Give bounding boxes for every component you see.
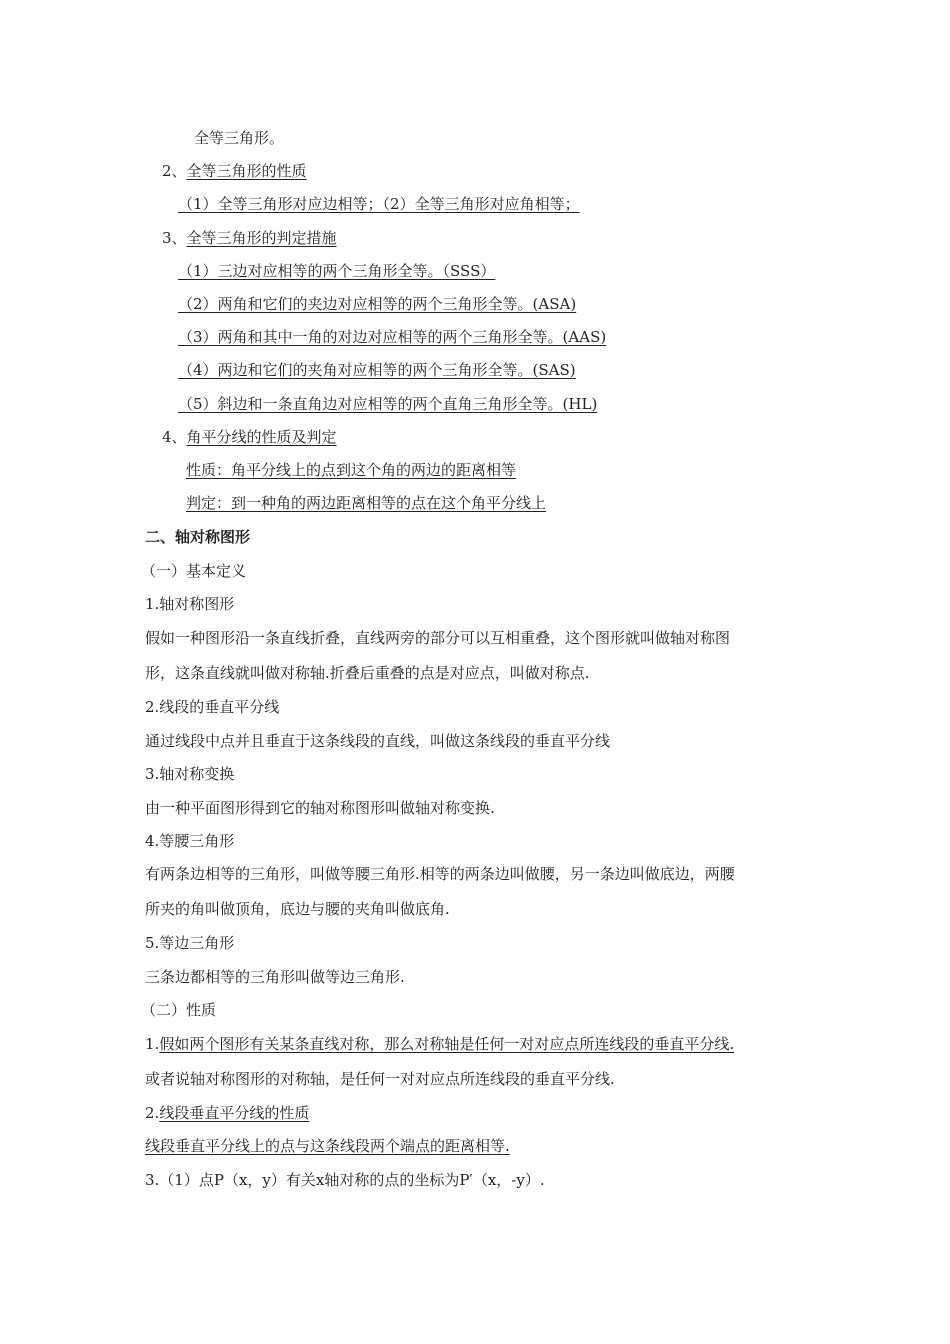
paragraph-line: 或者说轴对称图形的对称轴，是任何一对对应点所连线段的垂直平分线.: [145, 1070, 615, 1088]
section-heading: [162, 427, 337, 447]
item-heading: 4.等腰三角形: [145, 832, 235, 850]
item-heading: [145, 1103, 309, 1123]
chapter-heading: 二、轴对称图形: [145, 528, 251, 546]
text-line: 判定：到一种角的两边距离相等的点在这个角平分线上: [186, 494, 547, 512]
heading-title: 全等三角形的性质: [186, 162, 307, 180]
heading-number: 2、: [162, 162, 187, 180]
paragraph-line: 线段垂直平分线上的点与这条线段两个端点的距离相等.: [145, 1137, 510, 1155]
list-item: （1）三边对应相等的两个三角形全等。（SSS）: [178, 262, 496, 280]
subsection-heading: （二）性质: [141, 1001, 217, 1019]
list-item: （5）斜边和一条直角边对应相等的两个直角三角形全等。(HL): [178, 395, 598, 413]
paragraph-line: 假如一种图形沿一条直线折叠，直线两旁的部分可以互相重叠，这个图形就叫做轴对称图: [145, 629, 731, 647]
paragraph-line: 通过线段中点并且垂直于这条线段的直线，叫做这条线段的垂直平分线: [145, 732, 611, 750]
underlined-text: 假如两个图形有关某条直线对称，那么对称轴是任何一对对应点所连线段的垂直平分线.: [159, 1035, 735, 1053]
text-line: 全等三角形。: [194, 129, 285, 147]
list-item: （2）两角和它们的夹边对应相等的两个三角形全等。(ASA): [178, 295, 577, 313]
paragraph-line: 所夹的角叫做顶角，底边与腰的夹角叫做底角.: [145, 900, 450, 918]
text-line: （1）全等三角形对应边相等；（2）全等三角形对应角相等；: [178, 195, 580, 213]
item-number: 1.: [145, 1035, 160, 1053]
paragraph-line: [145, 1034, 734, 1054]
item-number: 2.: [145, 1104, 160, 1122]
paragraph-line: 有两条边相等的三角形，叫做等腰三角形.相等的两条边叫做腰，另一条边叫做底边，两腰: [145, 865, 735, 883]
heading-title: 全等三角形的判定措施: [186, 229, 337, 247]
heading-number: 4、: [162, 428, 187, 446]
heading-number: 3、: [162, 229, 187, 247]
paragraph-line: 形，这条直线就叫做对称轴.折叠后重叠的点是对应点，叫做对称点.: [145, 664, 590, 682]
paragraph-line: 3.（1）点P（x，y）有关x轴对称的点的坐标为P′（x，-y）.: [145, 1171, 545, 1189]
text-line: 性质：角平分线上的点到这个角的两边的距离相等: [186, 461, 517, 479]
section-heading: [162, 228, 337, 248]
item-heading: 3.轴对称变换: [145, 765, 235, 783]
section-heading: [162, 161, 307, 181]
paragraph-line: 由一种平面图形得到它的轴对称图形叫做轴对称变换.: [145, 799, 495, 817]
list-item: （4）两边和它们的夹角对应相等的两个三角形全等。(SAS): [178, 361, 576, 379]
heading-title: 角平分线的性质及判定: [186, 428, 337, 446]
underlined-text: 线段垂直平分线的性质: [159, 1104, 310, 1122]
list-item: （3）两角和其中一角的对边对应相等的两个三角形全等。(AAS): [178, 328, 607, 346]
item-heading: 5.等边三角形: [145, 934, 235, 952]
paragraph-line: 三条边都相等的三角形叫做等边三角形.: [145, 968, 405, 986]
item-heading: 1.轴对称图形: [145, 595, 235, 613]
item-heading: 2.线段的垂直平分线: [145, 698, 280, 716]
subsection-heading: （一）基本定义: [141, 562, 247, 580]
